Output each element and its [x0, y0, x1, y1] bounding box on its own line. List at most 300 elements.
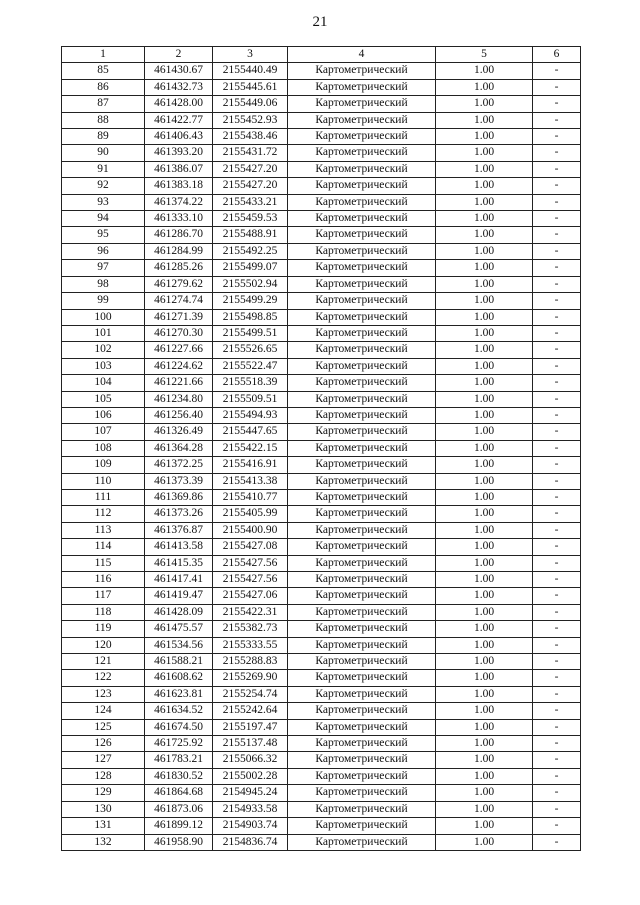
point-number-cell: 129	[62, 785, 145, 801]
note-cell: -	[533, 243, 581, 259]
point-number-cell: 98	[62, 276, 145, 292]
method-cell: Картометрический	[288, 243, 436, 259]
point-number-cell: 97	[62, 260, 145, 276]
note-cell: -	[533, 736, 581, 752]
table-row	[62, 506, 581, 522]
accuracy-cell: 1.00	[436, 276, 533, 292]
method-cell: Картометрический	[288, 555, 436, 571]
y-coordinate-cell: 2155400.90	[213, 522, 288, 538]
table-row	[62, 785, 581, 801]
column-header: 1	[62, 47, 145, 63]
x-coordinate-cell: 461285.26	[145, 260, 213, 276]
table-header-row	[62, 47, 581, 63]
x-coordinate-cell: 461256.40	[145, 407, 213, 423]
accuracy-cell: 1.00	[436, 719, 533, 735]
note-cell: -	[533, 785, 581, 801]
x-coordinate-cell: 461221.66	[145, 375, 213, 391]
point-number-cell: 99	[62, 293, 145, 309]
point-number-cell: 115	[62, 555, 145, 571]
point-number-cell: 131	[62, 818, 145, 834]
y-coordinate-cell: 2155452.93	[213, 112, 288, 128]
note-cell: -	[533, 63, 581, 79]
x-coordinate-cell: 461428.00	[145, 96, 213, 112]
point-number-cell: 93	[62, 194, 145, 210]
method-cell: Картометрический	[288, 407, 436, 423]
note-cell: -	[533, 752, 581, 768]
accuracy-cell: 1.00	[436, 621, 533, 637]
x-coordinate-cell: 461227.66	[145, 342, 213, 358]
accuracy-cell: 1.00	[436, 736, 533, 752]
note-cell: -	[533, 440, 581, 456]
y-coordinate-cell: 2155440.49	[213, 63, 288, 79]
x-coordinate-cell: 461224.62	[145, 358, 213, 374]
note-cell: -	[533, 473, 581, 489]
y-coordinate-cell: 2155254.74	[213, 686, 288, 702]
x-coordinate-cell: 461475.57	[145, 621, 213, 637]
accuracy-cell: 1.00	[436, 293, 533, 309]
method-cell: Картометрический	[288, 424, 436, 440]
accuracy-cell: 1.00	[436, 686, 533, 702]
x-coordinate-cell: 461364.28	[145, 440, 213, 456]
method-cell: Картометрический	[288, 161, 436, 177]
y-coordinate-cell: 2155002.28	[213, 768, 288, 784]
method-cell: Картометрический	[288, 703, 436, 719]
accuracy-cell: 1.00	[436, 309, 533, 325]
note-cell: -	[533, 260, 581, 276]
x-coordinate-cell: 461270.30	[145, 325, 213, 341]
accuracy-cell: 1.00	[436, 440, 533, 456]
accuracy-cell: 1.00	[436, 588, 533, 604]
table-row	[62, 342, 581, 358]
method-cell: Картометрический	[288, 818, 436, 834]
table-row	[62, 96, 581, 112]
point-number-cell: 113	[62, 522, 145, 538]
column-header: 5	[436, 47, 533, 63]
table-row	[62, 752, 581, 768]
x-coordinate-cell: 461958.90	[145, 834, 213, 850]
table-row	[62, 457, 581, 473]
method-cell: Картометрический	[288, 834, 436, 850]
method-cell: Картометрический	[288, 457, 436, 473]
x-coordinate-cell: 461428.09	[145, 604, 213, 620]
accuracy-cell: 1.00	[436, 506, 533, 522]
table-row	[62, 621, 581, 637]
point-number-cell: 128	[62, 768, 145, 784]
point-number-cell: 122	[62, 670, 145, 686]
note-cell: -	[533, 129, 581, 145]
point-number-cell: 100	[62, 309, 145, 325]
note-cell: -	[533, 161, 581, 177]
accuracy-cell: 1.00	[436, 637, 533, 653]
x-coordinate-cell: 461623.81	[145, 686, 213, 702]
x-coordinate-cell: 461430.67	[145, 63, 213, 79]
point-number-cell: 124	[62, 703, 145, 719]
x-coordinate-cell: 461326.49	[145, 424, 213, 440]
accuracy-cell: 1.00	[436, 539, 533, 555]
table-row	[62, 834, 581, 850]
table-row	[62, 161, 581, 177]
note-cell: -	[533, 96, 581, 112]
point-number-cell: 126	[62, 736, 145, 752]
accuracy-cell: 1.00	[436, 572, 533, 588]
y-coordinate-cell: 2155459.53	[213, 211, 288, 227]
y-coordinate-cell: 2155494.93	[213, 407, 288, 423]
point-number-cell: 88	[62, 112, 145, 128]
accuracy-cell: 1.00	[436, 79, 533, 95]
table-row	[62, 391, 581, 407]
note-cell: -	[533, 145, 581, 161]
y-coordinate-cell: 2155433.21	[213, 194, 288, 210]
y-coordinate-cell: 2155522.47	[213, 358, 288, 374]
table-row	[62, 703, 581, 719]
note-cell: -	[533, 555, 581, 571]
y-coordinate-cell: 2155382.73	[213, 621, 288, 637]
y-coordinate-cell: 2154945.24	[213, 785, 288, 801]
accuracy-cell: 1.00	[436, 129, 533, 145]
note-cell: -	[533, 572, 581, 588]
x-coordinate-cell: 461369.86	[145, 489, 213, 505]
x-coordinate-cell: 461274.74	[145, 293, 213, 309]
x-coordinate-cell: 461830.52	[145, 768, 213, 784]
point-number-cell: 104	[62, 375, 145, 391]
accuracy-cell: 1.00	[436, 325, 533, 341]
method-cell: Картометрический	[288, 342, 436, 358]
method-cell: Картометрический	[288, 621, 436, 637]
table-row	[62, 211, 581, 227]
method-cell: Картометрический	[288, 670, 436, 686]
table-row	[62, 588, 581, 604]
table-row	[62, 424, 581, 440]
y-coordinate-cell: 2155447.65	[213, 424, 288, 440]
note-cell: -	[533, 604, 581, 620]
x-coordinate-cell: 461864.68	[145, 785, 213, 801]
point-number-cell: 89	[62, 129, 145, 145]
y-coordinate-cell: 2155499.29	[213, 293, 288, 309]
x-coordinate-cell: 461406.43	[145, 129, 213, 145]
note-cell: -	[533, 325, 581, 341]
y-coordinate-cell: 2155422.15	[213, 440, 288, 456]
x-coordinate-cell: 461413.58	[145, 539, 213, 555]
x-coordinate-cell: 461383.18	[145, 178, 213, 194]
method-cell: Картометрический	[288, 522, 436, 538]
accuracy-cell: 1.00	[436, 161, 533, 177]
method-cell: Картометрический	[288, 752, 436, 768]
table-row	[62, 227, 581, 243]
table-row	[62, 686, 581, 702]
point-number-cell: 132	[62, 834, 145, 850]
accuracy-cell: 1.00	[436, 260, 533, 276]
y-coordinate-cell: 2155431.72	[213, 145, 288, 161]
accuracy-cell: 1.00	[436, 342, 533, 358]
method-cell: Картометрический	[288, 785, 436, 801]
point-number-cell: 85	[62, 63, 145, 79]
note-cell: -	[533, 309, 581, 325]
accuracy-cell: 1.00	[436, 375, 533, 391]
point-number-cell: 96	[62, 243, 145, 259]
point-number-cell: 87	[62, 96, 145, 112]
x-coordinate-cell: 461419.47	[145, 588, 213, 604]
point-number-cell: 110	[62, 473, 145, 489]
method-cell: Картометрический	[288, 63, 436, 79]
y-coordinate-cell: 2155509.51	[213, 391, 288, 407]
y-coordinate-cell: 2154903.74	[213, 818, 288, 834]
accuracy-cell: 1.00	[436, 391, 533, 407]
method-cell: Картометрический	[288, 588, 436, 604]
accuracy-cell: 1.00	[436, 457, 533, 473]
accuracy-cell: 1.00	[436, 785, 533, 801]
table-row	[62, 194, 581, 210]
note-cell: -	[533, 391, 581, 407]
method-cell: Картометрический	[288, 145, 436, 161]
x-coordinate-cell: 461608.62	[145, 670, 213, 686]
point-number-cell: 127	[62, 752, 145, 768]
point-number-cell: 95	[62, 227, 145, 243]
method-cell: Картометрический	[288, 719, 436, 735]
table-row	[62, 358, 581, 374]
y-coordinate-cell: 2155427.20	[213, 178, 288, 194]
accuracy-cell: 1.00	[436, 801, 533, 817]
x-coordinate-cell: 461873.06	[145, 801, 213, 817]
method-cell: Картометрический	[288, 178, 436, 194]
method-cell: Картометрический	[288, 604, 436, 620]
y-coordinate-cell: 2155488.91	[213, 227, 288, 243]
y-coordinate-cell: 2155066.32	[213, 752, 288, 768]
note-cell: -	[533, 112, 581, 128]
y-coordinate-cell: 2155526.65	[213, 342, 288, 358]
method-cell: Картометрический	[288, 801, 436, 817]
note-cell: -	[533, 211, 581, 227]
method-cell: Картометрический	[288, 654, 436, 670]
accuracy-cell: 1.00	[436, 834, 533, 850]
table-row	[62, 276, 581, 292]
point-number-cell: 106	[62, 407, 145, 423]
column-header: 3	[213, 47, 288, 63]
note-cell: -	[533, 654, 581, 670]
method-cell: Картометрический	[288, 375, 436, 391]
accuracy-cell: 1.00	[436, 555, 533, 571]
note-cell: -	[533, 79, 581, 95]
accuracy-cell: 1.00	[436, 424, 533, 440]
note-cell: -	[533, 801, 581, 817]
y-coordinate-cell: 2155445.61	[213, 79, 288, 95]
point-number-cell: 101	[62, 325, 145, 341]
y-coordinate-cell: 2155427.08	[213, 539, 288, 555]
column-header: 6	[533, 47, 581, 63]
method-cell: Картометрический	[288, 489, 436, 505]
y-coordinate-cell: 2155416.91	[213, 457, 288, 473]
table-row	[62, 325, 581, 341]
y-coordinate-cell: 2155502.94	[213, 276, 288, 292]
table-row	[62, 145, 581, 161]
y-coordinate-cell: 2155288.83	[213, 654, 288, 670]
x-coordinate-cell: 461234.80	[145, 391, 213, 407]
method-cell: Картометрический	[288, 129, 436, 145]
accuracy-cell: 1.00	[436, 489, 533, 505]
table-row	[62, 243, 581, 259]
note-cell: -	[533, 358, 581, 374]
point-number-cell: 119	[62, 621, 145, 637]
point-number-cell: 92	[62, 178, 145, 194]
x-coordinate-cell: 461376.87	[145, 522, 213, 538]
x-coordinate-cell: 461422.77	[145, 112, 213, 128]
method-cell: Картометрический	[288, 293, 436, 309]
point-number-cell: 117	[62, 588, 145, 604]
x-coordinate-cell: 461634.52	[145, 703, 213, 719]
y-coordinate-cell: 2155413.38	[213, 473, 288, 489]
x-coordinate-cell: 461286.70	[145, 227, 213, 243]
note-cell: -	[533, 457, 581, 473]
method-cell: Картометрический	[288, 391, 436, 407]
x-coordinate-cell: 461271.39	[145, 309, 213, 325]
y-coordinate-cell: 2155498.85	[213, 309, 288, 325]
table-row	[62, 260, 581, 276]
note-cell: -	[533, 506, 581, 522]
method-cell: Картометрический	[288, 440, 436, 456]
table-row	[62, 572, 581, 588]
method-cell: Картометрический	[288, 325, 436, 341]
table-row	[62, 604, 581, 620]
method-cell: Картометрический	[288, 194, 436, 210]
y-coordinate-cell: 2155427.06	[213, 588, 288, 604]
point-number-cell: 112	[62, 506, 145, 522]
x-coordinate-cell: 461534.56	[145, 637, 213, 653]
x-coordinate-cell: 461783.21	[145, 752, 213, 768]
point-number-cell: 108	[62, 440, 145, 456]
method-cell: Картометрический	[288, 276, 436, 292]
table-row	[62, 818, 581, 834]
note-cell: -	[533, 588, 581, 604]
y-coordinate-cell: 2155499.51	[213, 325, 288, 341]
method-cell: Картометрический	[288, 309, 436, 325]
accuracy-cell: 1.00	[436, 670, 533, 686]
table-row	[62, 309, 581, 325]
note-cell: -	[533, 719, 581, 735]
y-coordinate-cell: 2155518.39	[213, 375, 288, 391]
accuracy-cell: 1.00	[436, 604, 533, 620]
table-row	[62, 112, 581, 128]
y-coordinate-cell: 2155449.06	[213, 96, 288, 112]
table-row	[62, 539, 581, 555]
method-cell: Картометрический	[288, 539, 436, 555]
y-coordinate-cell: 2155333.55	[213, 637, 288, 653]
note-cell: -	[533, 539, 581, 555]
accuracy-cell: 1.00	[436, 768, 533, 784]
table-row	[62, 736, 581, 752]
y-coordinate-cell: 2154836.74	[213, 834, 288, 850]
note-cell: -	[533, 489, 581, 505]
y-coordinate-cell: 2155269.90	[213, 670, 288, 686]
point-number-cell: 94	[62, 211, 145, 227]
note-cell: -	[533, 194, 581, 210]
note-cell: -	[533, 227, 581, 243]
table-row	[62, 473, 581, 489]
accuracy-cell: 1.00	[436, 145, 533, 161]
accuracy-cell: 1.00	[436, 112, 533, 128]
accuracy-cell: 1.00	[436, 63, 533, 79]
table-row	[62, 522, 581, 538]
point-number-cell: 107	[62, 424, 145, 440]
table-row	[62, 489, 581, 505]
point-number-cell: 123	[62, 686, 145, 702]
method-cell: Картометрический	[288, 260, 436, 276]
point-number-cell: 111	[62, 489, 145, 505]
accuracy-cell: 1.00	[436, 211, 533, 227]
accuracy-cell: 1.00	[436, 194, 533, 210]
x-coordinate-cell: 461333.10	[145, 211, 213, 227]
y-coordinate-cell: 2155499.07	[213, 260, 288, 276]
note-cell: -	[533, 818, 581, 834]
method-cell: Картометрический	[288, 79, 436, 95]
note-cell: -	[533, 621, 581, 637]
table-row	[62, 63, 581, 79]
point-number-cell: 118	[62, 604, 145, 620]
note-cell: -	[533, 637, 581, 653]
x-coordinate-cell: 461432.73	[145, 79, 213, 95]
point-number-cell: 105	[62, 391, 145, 407]
y-coordinate-cell: 2155438.46	[213, 129, 288, 145]
table-row	[62, 375, 581, 391]
note-cell: -	[533, 424, 581, 440]
table-row	[62, 637, 581, 653]
point-number-cell: 102	[62, 342, 145, 358]
x-coordinate-cell: 461588.21	[145, 654, 213, 670]
table-row	[62, 407, 581, 423]
y-coordinate-cell: 2154933.58	[213, 801, 288, 817]
y-coordinate-cell: 2155427.56	[213, 572, 288, 588]
table-row	[62, 293, 581, 309]
accuracy-cell: 1.00	[436, 473, 533, 489]
x-coordinate-cell: 461284.99	[145, 243, 213, 259]
note-cell: -	[533, 686, 581, 702]
table-row	[62, 129, 581, 145]
method-cell: Картометрический	[288, 736, 436, 752]
x-coordinate-cell: 461372.25	[145, 457, 213, 473]
accuracy-cell: 1.00	[436, 358, 533, 374]
method-cell: Картометрический	[288, 473, 436, 489]
column-header: 4	[288, 47, 436, 63]
accuracy-cell: 1.00	[436, 407, 533, 423]
x-coordinate-cell: 461415.35	[145, 555, 213, 571]
table-row	[62, 801, 581, 817]
note-cell: -	[533, 375, 581, 391]
table-body	[62, 63, 581, 851]
note-cell: -	[533, 407, 581, 423]
note-cell: -	[533, 522, 581, 538]
accuracy-cell: 1.00	[436, 818, 533, 834]
point-number-cell: 103	[62, 358, 145, 374]
x-coordinate-cell: 461374.22	[145, 194, 213, 210]
table-row	[62, 178, 581, 194]
y-coordinate-cell: 2155427.56	[213, 555, 288, 571]
note-cell: -	[533, 670, 581, 686]
x-coordinate-cell: 461279.62	[145, 276, 213, 292]
method-cell: Картометрический	[288, 637, 436, 653]
y-coordinate-cell: 2155197.47	[213, 719, 288, 735]
note-cell: -	[533, 834, 581, 850]
y-coordinate-cell: 2155405.99	[213, 506, 288, 522]
note-cell: -	[533, 293, 581, 309]
x-coordinate-cell: 461373.39	[145, 473, 213, 489]
column-header: 2	[145, 47, 213, 63]
method-cell: Картометрический	[288, 506, 436, 522]
point-number-cell: 121	[62, 654, 145, 670]
accuracy-cell: 1.00	[436, 752, 533, 768]
accuracy-cell: 1.00	[436, 227, 533, 243]
point-number-cell: 116	[62, 572, 145, 588]
point-number-cell: 90	[62, 145, 145, 161]
x-coordinate-cell: 461725.92	[145, 736, 213, 752]
point-number-cell: 120	[62, 637, 145, 653]
